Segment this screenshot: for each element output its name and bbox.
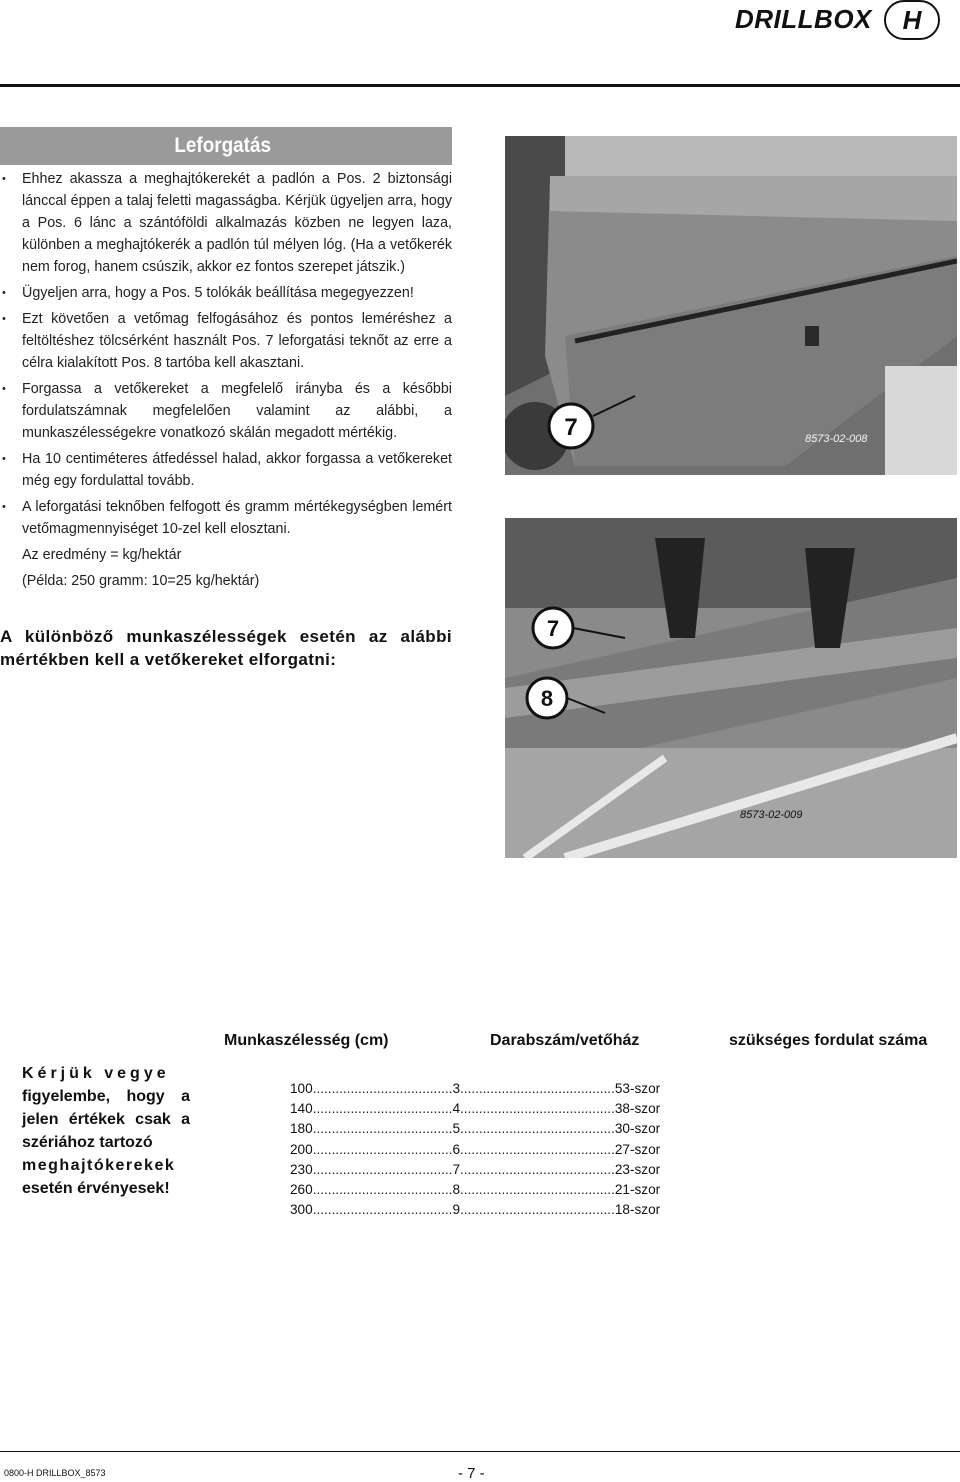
width-cell: 300	[290, 1202, 313, 1218]
count-cell: 9	[452, 1202, 460, 1218]
dot-leader: .........................................	[460, 1202, 615, 1218]
dot-leader: .....................................	[312, 1121, 453, 1137]
column-header-count: Darabszám/vetőház	[490, 1032, 640, 1049]
table-row	[290, 1119, 660, 1139]
example-formula: (Példa: 250 gramm: 10=25 kg/hektár)	[22, 573, 260, 589]
width-cell: 180	[290, 1121, 313, 1137]
dot-leader: .........................................	[460, 1182, 615, 1198]
count-cell: 8	[452, 1182, 460, 1198]
table-row	[290, 1078, 660, 1098]
revolutions-cell: 18-szor	[614, 1202, 661, 1218]
dot-leader: .....................................	[312, 1202, 453, 1218]
dot-leader: .....................................	[312, 1182, 453, 1198]
count-cell: 5	[452, 1121, 460, 1137]
section-title: Leforgatás	[174, 134, 271, 157]
callout-7-label: 7	[546, 616, 560, 641]
result-formula: Az eredmény = kg/hektár	[22, 547, 182, 563]
document-title: DRILLBOX	[735, 4, 872, 34]
count-cell: 4	[452, 1100, 460, 1116]
instruction-item: • A leforgatási teknőben felfogott és gramm mértékegységben lemért vetőmagmennyiséget 10-zel kell elosztani.	[0, 496, 452, 540]
section-title-banner	[0, 127, 452, 165]
dot-leader: .........................................	[460, 1141, 615, 1157]
dot-leader: .........................................	[460, 1100, 615, 1116]
hopper-photo	[505, 136, 957, 475]
dot-leader: .........................................	[460, 1121, 615, 1137]
revolutions-cell: 30-szor	[614, 1121, 661, 1137]
table-row	[290, 1159, 660, 1179]
rotation-table	[290, 1078, 660, 1220]
figure-code: 8573-02-009	[740, 809, 803, 821]
dot-leader: .....................................	[312, 1141, 453, 1157]
figure-code: 8573-02-008	[805, 433, 868, 445]
dot-leader: .....................................	[312, 1161, 453, 1177]
validity-notice	[22, 1062, 190, 1200]
instruction-list	[0, 168, 452, 544]
table-row	[290, 1098, 660, 1118]
dot-leader: .....................................	[312, 1100, 453, 1116]
instruction-item: • Ehhez akassza a meghajtókerekét a padlón a Pos. 2 biztonsági lánccal éppen a talaj feletti magasságba. Kérjük ügyeljen arra, hogy a Pos. 6 lánc a szántóföldi alkalmazás közben ne legyen laza, különben a meghajtókerék a padlón túl mélyen lóg. (Ha a vetőkerék nem forog, hanem csúszik, akkor ez fontos szerepet játszik.)	[0, 168, 452, 278]
instruction-item: • Ügyeljen arra, hogy a Pos. 5 tolókák beállítása megegyezzen!	[0, 282, 452, 304]
callout-7-label: 7	[564, 414, 578, 441]
count-cell: 3	[452, 1080, 460, 1096]
instruction-item: • Ezt követően a vetőmag felfogásához és pontos leméréshez a feltöltéshez tölcsérként használt Pos. 7 leforgatási teknőt az erre a célra kialakított Pos. 8 tartóba kell akasztani.	[0, 308, 452, 374]
footer-rule	[0, 1451, 960, 1452]
revolutions-cell: 23-szor	[614, 1161, 661, 1177]
instruction-item: • Ha 10 centiméteres átfedéssel halad, akkor forgassa a vetőkereket még egy fordulattal tovább.	[0, 448, 452, 492]
column-header-revolutions: szükséges fordulat száma	[729, 1032, 928, 1049]
dot-leader: .........................................	[460, 1161, 615, 1177]
table-row	[290, 1139, 660, 1159]
notice-line: figyelembe, hogy a jelen értékek csak a szériához tartozó	[22, 1088, 190, 1151]
table-row	[290, 1200, 660, 1220]
page-number: - 7 -	[458, 1465, 485, 1482]
width-cell: 140	[290, 1100, 313, 1116]
notice-line: esetén érvényesek!	[22, 1180, 170, 1197]
header-rule	[0, 84, 960, 87]
revolutions-cell: 27-szor	[614, 1141, 661, 1157]
revolutions-cell: 53-szor	[614, 1080, 661, 1096]
rotation-heading: A különböző munkaszélességek esetén az alábbi mértékben kell a vetőkereket elforgatni:	[0, 627, 452, 669]
width-cell: 100	[290, 1080, 313, 1096]
notice-line: Kérjük vegye	[22, 1065, 170, 1082]
count-cell: 7	[452, 1161, 460, 1177]
revolutions-cell: 38-szor	[614, 1100, 661, 1116]
revolutions-cell: 21-szor	[614, 1182, 661, 1198]
dot-leader: .....................................	[312, 1080, 453, 1096]
instruction-item: • Forgassa a vetőkereket a megfelelő irányba és a későbbi fordulatszámnak megfelelően valamint az alábbi, a munkaszélességekre vonatkozó skálán megadott mértékig.	[0, 378, 452, 444]
language-badge: H	[884, 0, 940, 40]
width-cell: 200	[290, 1141, 313, 1157]
document-code: 0800-H DRILLBOX_8573	[4, 1468, 106, 1478]
width-cell: 260	[290, 1182, 313, 1198]
column-header-width: Munkaszélesség (cm)	[224, 1032, 389, 1049]
count-cell: 6	[452, 1141, 460, 1157]
callout-8-label: 8	[540, 686, 554, 711]
notice-line: meghajtókerekek	[22, 1157, 176, 1174]
trough-photo	[505, 518, 957, 858]
table-row	[290, 1179, 660, 1199]
dot-leader: .........................................	[460, 1080, 615, 1096]
width-cell: 230	[290, 1161, 313, 1177]
